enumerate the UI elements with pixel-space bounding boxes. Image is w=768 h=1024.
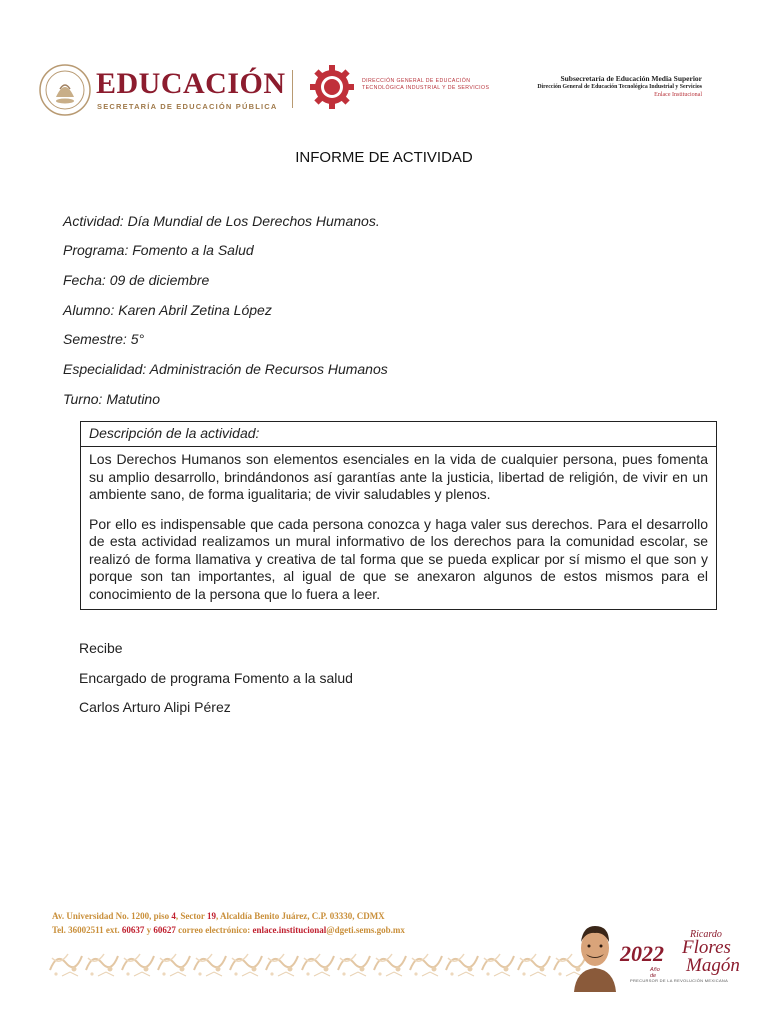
enlace-label: Enlace Institucional — [654, 92, 702, 98]
footer-email-link[interactable]: enlace.institucional — [252, 925, 327, 935]
ministry-subtitle: SECRETARÍA DE EDUCACIÓN PÚBLICA — [97, 102, 278, 111]
ministry-name: EDUCACIÓN — [96, 67, 286, 100]
year-label: Año de — [650, 967, 660, 979]
footer-address: Av. Universidad No. 1200, piso 4, Sector 19, Alcaldía Benito Juárez, C.P. 03330, CDMX — [52, 911, 385, 921]
header-divider — [292, 70, 293, 108]
field-semestre: Semestre: 5° — [63, 331, 145, 347]
subsecretaria-label: Subsecretaría de Educación Media Superior — [560, 74, 702, 83]
description-body — [81, 447, 716, 603]
signature-cargo: Encargado de programa Fomento a la salud — [79, 670, 353, 686]
description-heading: Descripción de la actividad: — [81, 422, 716, 447]
portrait-icon — [568, 918, 622, 992]
year-number: 2022 — [620, 941, 664, 966]
field-especialidad: Especialidad: Administración de Recursos Humanos — [63, 361, 388, 377]
honoree-surname-2: Magón — [686, 955, 740, 976]
field-programa: Programa: Fomento a la Salud — [63, 242, 254, 258]
letterhead — [0, 55, 768, 125]
signature-nombre: Carlos Arturo Alipi Pérez — [79, 699, 231, 715]
description-paragraph-1: Los Derechos Humanos son elementos esenciales en la vida de cualquier persona, pues fomenta su amplio desarrollo, brindándonos así garantías ante la justicia, libertad de religión, de vivir en un ambiente sano, de forma igualitaria; de vivir saludables y plenos. — [89, 451, 708, 502]
field-fecha: Fecha: 09 de diciembre — [63, 272, 210, 288]
description-paragraph-2: Por ello es indispensable que cada persona conozca y haga valer sus derechos. Para el desarrollo de esta actividad realizamos un mural informativo de los derechos para la comunidad escolar, se realizó de forma llamativa y creativa de tal forma que se pueda explicar por sí mismo el que son y porque son tan importantes, al igual de que se anexaron algunos de estos mismos para el conocimiento de la persona que lo fuera a leer. — [89, 515, 708, 602]
dgeti-gear-logo-icon — [308, 63, 356, 111]
honoree-tagline: PRECURSOR DE LA REVOLUCIÓN MEXICANA — [630, 978, 729, 983]
field-alumno: Alumno: Karen Abril Zetina López — [63, 302, 272, 318]
footer-contact: Tel. 36002511 ext. 60637 y 60627 correo electrónico: enlace.institucional@dgeti.sems.gob.mx — [52, 925, 405, 935]
honoree-first-name: Ricardo — [690, 929, 722, 940]
national-seal-icon — [38, 63, 92, 117]
institution-heading — [537, 75, 702, 99]
document-title: INFORME DE ACTIVIDAD — [295, 149, 473, 166]
description-table — [80, 421, 717, 610]
field-turno: Turno: Matutino — [63, 391, 161, 407]
honoree-surname-1: Flores — [682, 937, 731, 958]
decorative-pattern-band — [48, 948, 588, 978]
direccion-label: Dirección General de Educación Tecnológica Industrial y Servicios — [537, 84, 702, 90]
signature-recibe: Recibe — [79, 640, 123, 656]
field-actividad: Actividad: Día Mundial de Los Derechos Humanos. — [63, 213, 380, 229]
dgeti-name: DIRECCIÓN GENERAL DE EDUCACIÓN TECNOLÓGICA INDUSTRIAL Y DE SERVICIOS — [362, 78, 490, 91]
